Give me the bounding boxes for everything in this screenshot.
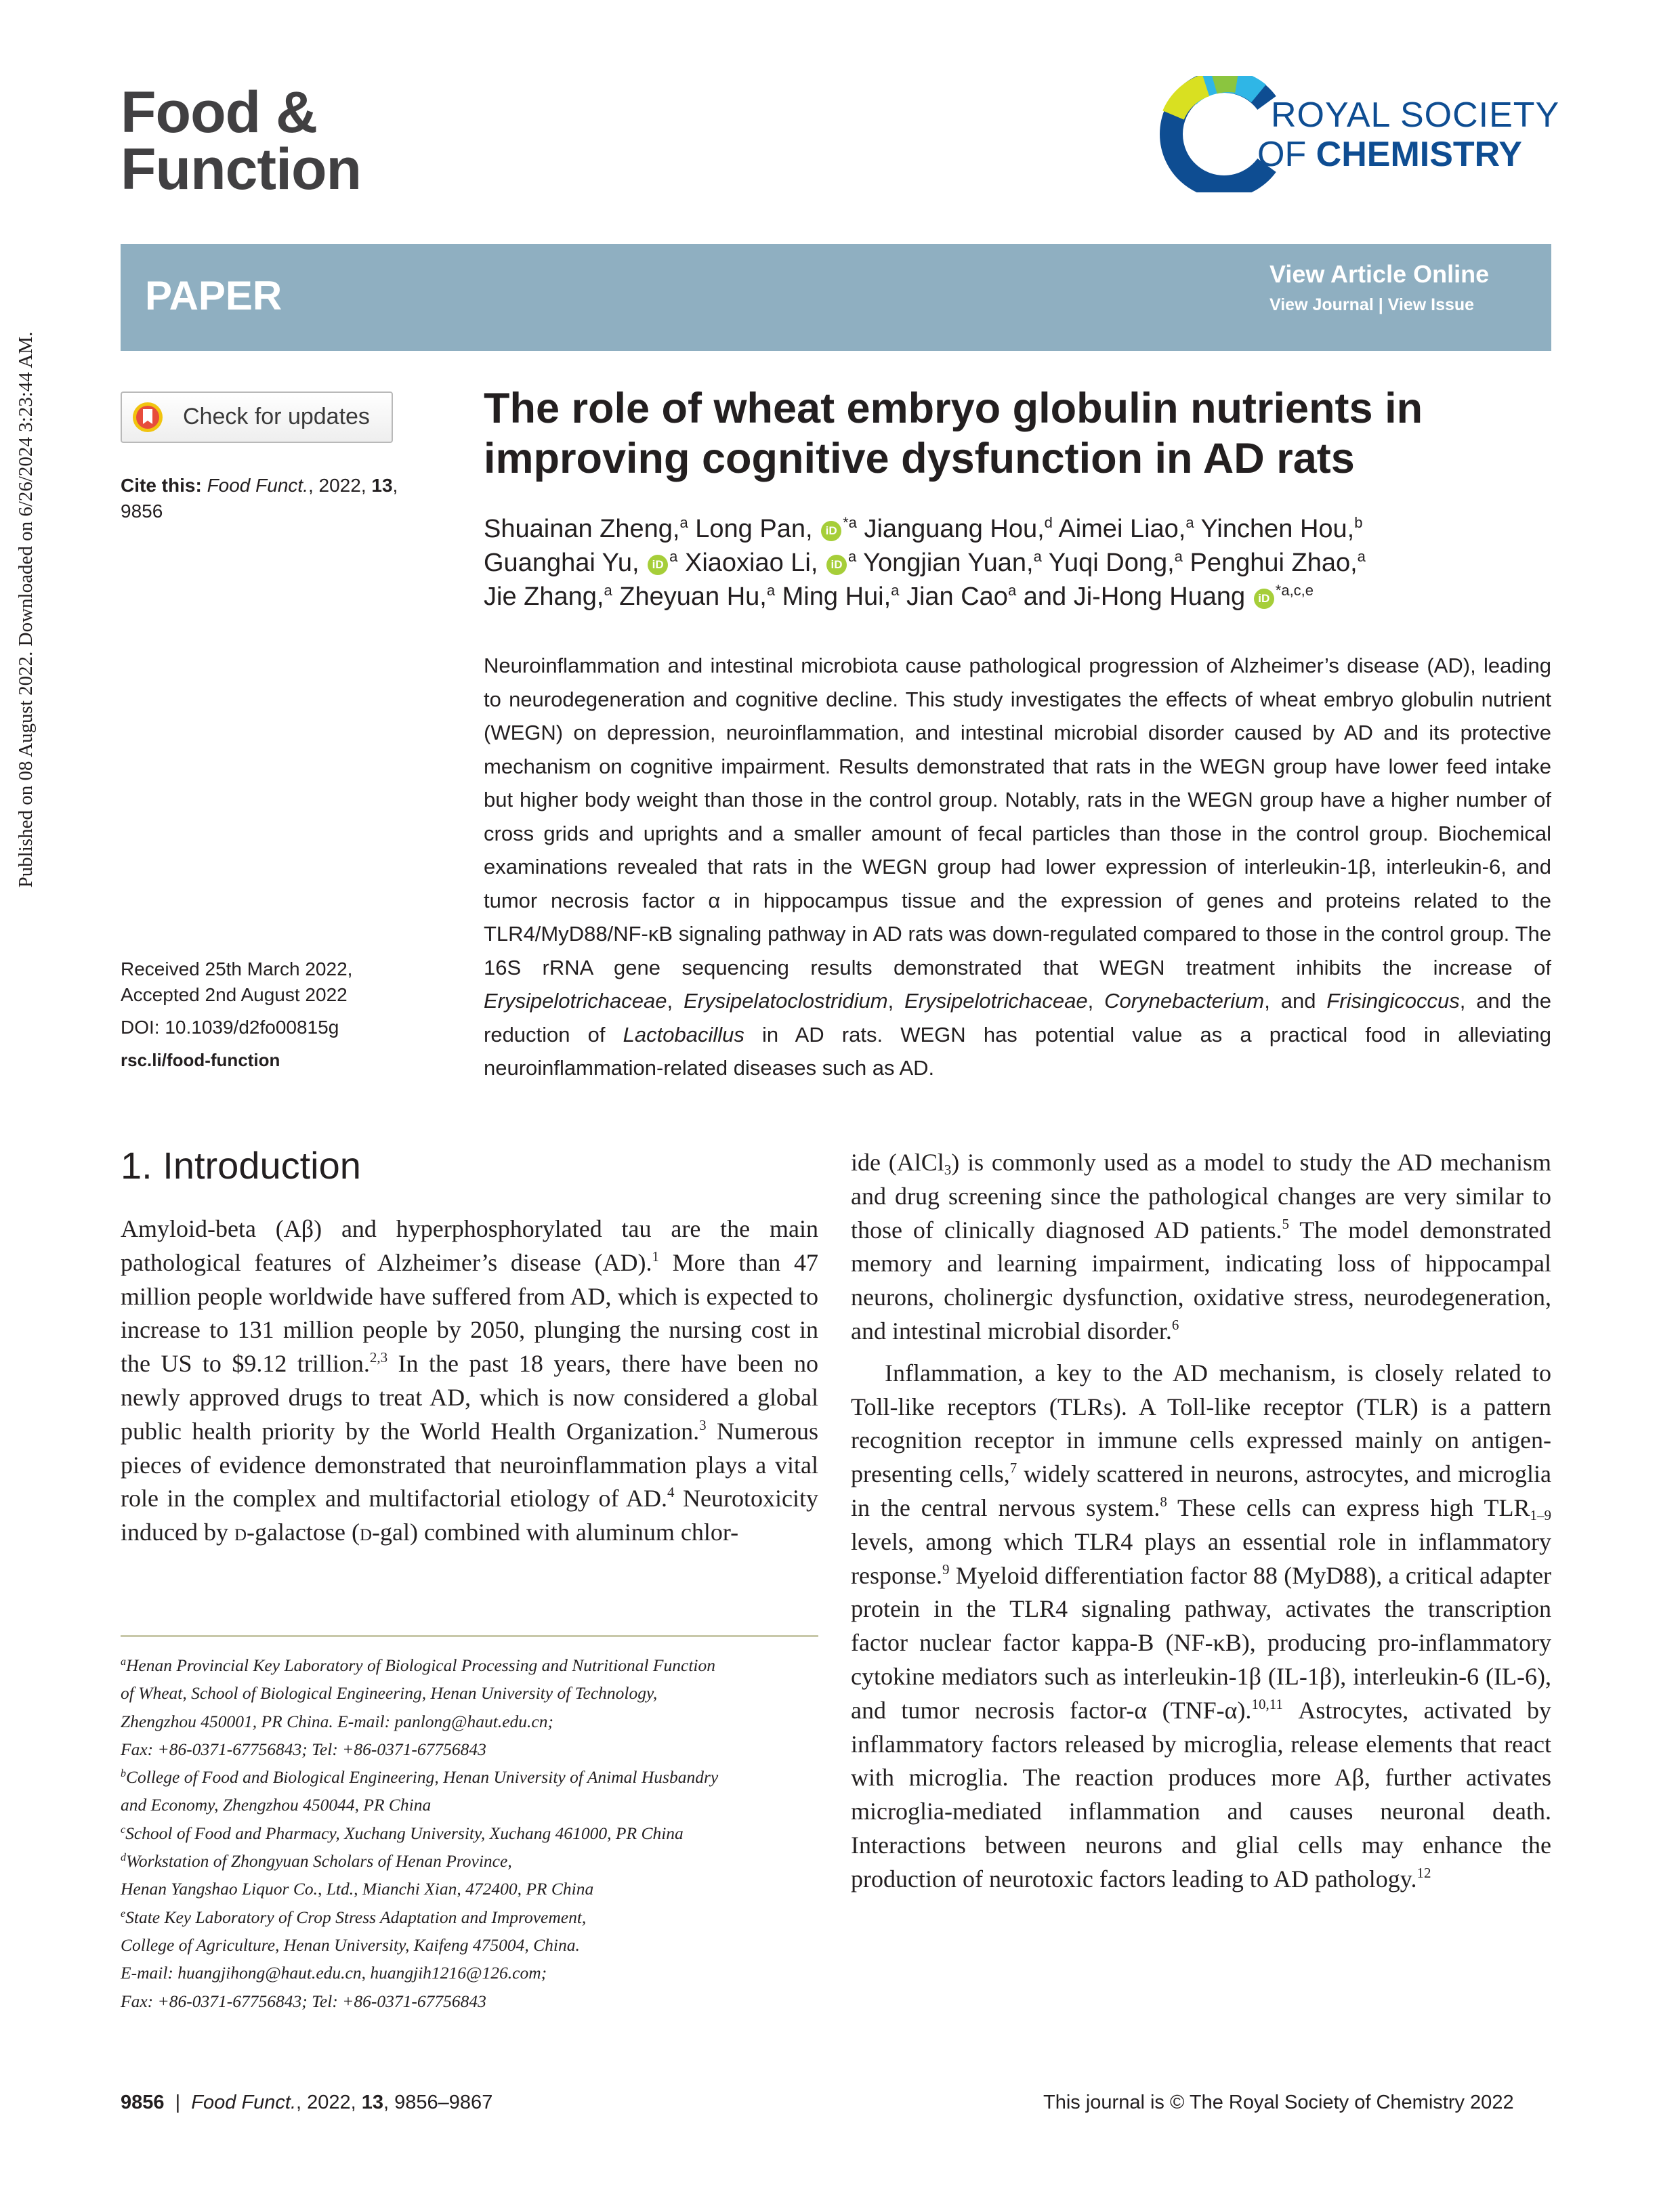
page-footer-citation: 9856 | Food Funct., 2022, 13, 9856–9867: [121, 2092, 493, 2113]
body-column-left: Amyloid-beta (Aβ) and hyperphosphorylated tau are the main pathological features of Alzheimer’s disease (AD).$^1$ More than 47 million people worldwide have suffered from AD, which is expected to increase to 131 million people by 2050, plunging the nursing cost in the US to $9.12 trillion.$^{2,3}$ In the past 18 years, there have been no newly approved drugs to treat AD, which is now considered a global public health priority by the World Health Organization.$^3$ Numerous pieces of evidence demonstrated that neuroinflammation plays a vital role in the complex and multifactorial etiology of AD.$^4$ Neurotoxicity induced by d-galactose (d-gal) combined with aluminum chlor-: [121, 1215, 819, 1546]
page-footer-copyright: This journal is © The Royal Society of Chemistry 2022: [1043, 2092, 1514, 2113]
download-note: Published on 08 August 2022. Downloaded on 6/26/2024 3:23:44 AM.: [15, 331, 37, 888]
article-type-label: PAPER: [145, 273, 282, 318]
doi[interactable]: DOI: 10.1039/d2fo00815g: [121, 1017, 339, 1038]
view-journal-link[interactable]: View Journal: [1269, 295, 1374, 314]
orcid-icon[interactable]: iD: [648, 555, 668, 575]
citation: Cite this: Food Funct., 2022, 13, 9856: [121, 475, 398, 522]
view-issue-link[interactable]: View Issue: [1387, 295, 1475, 314]
view-links: View Journal | View Issue: [1269, 295, 1475, 314]
publisher-name-line1: ROYAL SOCIETY: [1271, 96, 1560, 135]
abstract: Neuroinflammation and intestinal microbiota cause pathological progression of Alzheimer’s disease (AD), leading to neurodegeneration and cognitive decline. This study investigates the effects of wheat embryo globulin nutrient (WEGN) on depression, neuroinflammation, and intestinal microbial disorder caused by AD and its protective mechanism on cognitive impairment. Results demonstrated that rats in the WEGN group have lower feed intake but higher body weight than those in the control group. Notably, rats in the WEGN group have a higher number of cross grids and uprights and a smaller amount of fecal particles than those in the control group. Biochemical examinations revealed that rats in the WEGN group had lower expression of interleukin-1β, interleukin-6, and tumor necrosis factor α in hippocampus tissue and the expression of genes and proteins related to the TLR4/MyD88/NF-κB signaling pathway in AD rats was down-regulated compared to those in the control group. The 16S rRNA gene sequencing results demonstrated that WEGN treatment inhibits the increase of Erysipelotrichaceae, Erysipelatoclostridium, Erysipelotrichaceae, Corynebacterium, and Frisingicoccus, and the reduction of Lactobacillus in AD rats. WEGN has potential value as a practical food in alleviating neuroinflammation-related diseases such as AD.: [484, 654, 1551, 1080]
section-heading-introduction: 1. Introduction: [121, 1144, 361, 1187]
journal-title[interactable]: Food & Function: [121, 80, 362, 202]
bookmark-check-icon: [131, 401, 164, 433]
body-column-right: ide (AlCl$_3$) is commonly used as a model to study the AD mechanism and drug screening since the pathological changes are very similar to those of clinically diagnosed AD patients.$^5$ The model demonstrated memory and learning impairment, indicating loss of hippocampal neurons, cholinergic dysfunction, oxidative stress, neurodegeneration, and intestinal microbial disorder.$^6$ Inflammation, a key to the AD mechanism, is closely related to Toll-like receptors (TLRs). A Toll-like receptor (TLR) is a pattern recognition receptor in immune cells expressed mainly on antigen-presenting cells,$^7$ widely scattered in neurons, astrocytes, and microglia in the central nervous system.$^8$ These cells can express high $TLR_{1-9}$ levels, among which TLR4 plays an essential role in inflammatory response.$^9$ Myeloid differentiation factor 88 (MyD88), a critical adapter protein in the TLR4 signaling pathway, activates the transcription factor nuclear factor kappa-B (NF-κB), producing pro-inflammatory cytokine mediators such as interleukin-1β (IL-1β), interleukin-6 (IL-6), and tumor necrosis factor-α (TNF-α).$^{10,11}$ Astrocytes, activated by inflammatory factors released by microglia, release elements that react with microglia. The reaction produces more Aβ, further activates microglia-mediated inflammation and causes neuronal death. Interactions between neurons and glial cells may enhance the production of neurotoxic factors leading to AD pathology.$^{12}$: [851, 1149, 1552, 1892]
orcid-icon[interactable]: iD: [1254, 589, 1274, 609]
author-list: Shuainan Zheng,$^a$ Long Pan, iD $^{*a}$ Jianguang Hou,$^d$ Aimei Liao,$^a$ Yinchen Hou,$^b$ Guanghai Yu, iD $^a$ Xiaoxiao Li, iD $^a$ Yongjian Yuan,$^a$ Yuqi Dong,$^a$ Penghui Zhao,$^a$ Jie Zhang,$^a$ Zheyuan Hu,$^a$ Ming Hui,$^a$ Jian Cao$^a$ and Ji-Hong Huang iD $^{*a,c,e}$: [484, 514, 1366, 611]
orcid-icon[interactable]: iD: [826, 555, 847, 575]
view-article-online-link[interactable]: View Article Online: [1269, 260, 1490, 288]
article-dates: [121, 956, 439, 1073]
received-date: Received 25th March 2022,: [121, 958, 353, 979]
orcid-icon[interactable]: iD: [821, 521, 841, 541]
publisher-name-line2: OF CHEMISTRY: [1257, 135, 1522, 174]
check-for-updates-label: Check for updates: [183, 404, 370, 429]
accepted-date: Accepted 2nd August 2022: [121, 984, 348, 1005]
journal-link[interactable]: rsc.li/food-function: [121, 1050, 280, 1070]
footnote-divider: [121, 1635, 818, 1637]
affiliations: $^a$Henan Provincial Key Laboratory of Biological Processing and Nutritional Function of Wheat, School of Biological Engineering, Henan University of Technology, Zhengzhou 450001, PR China. E-mail: panlong@haut.edu.cn; Fax: +86-0371-67756843; Tel: +86-0371-67756843 $^b$College of Food and Biological Engineering, Henan University of Animal Husbandry and Economy, Zhengzhou 450044, PR China $^c$School of Food and Pharmacy, Xuchang University, Xuchang 461000, PR China $^d$Workstation of Zhongyuan Scholars of Henan Province, Henan Yangshao Liquor Co., Ltd., Mianchi Xian, 472400, PR China $^e$State Key Laboratory of Crop Stress Adaptation and Improvement, College of Agriculture, Henan University, Kaifeng 475004, China. E-mail: huangjihong@haut.edu.cn, huangjih1216@126.com; Fax: +86-0371-67756843; Tel: +86-0371-67756843: [121, 1655, 719, 2011]
article-title: The role of wheat embryo globulin nutrients in improving cognitive dysfunction in AD rats: [484, 385, 1423, 482]
